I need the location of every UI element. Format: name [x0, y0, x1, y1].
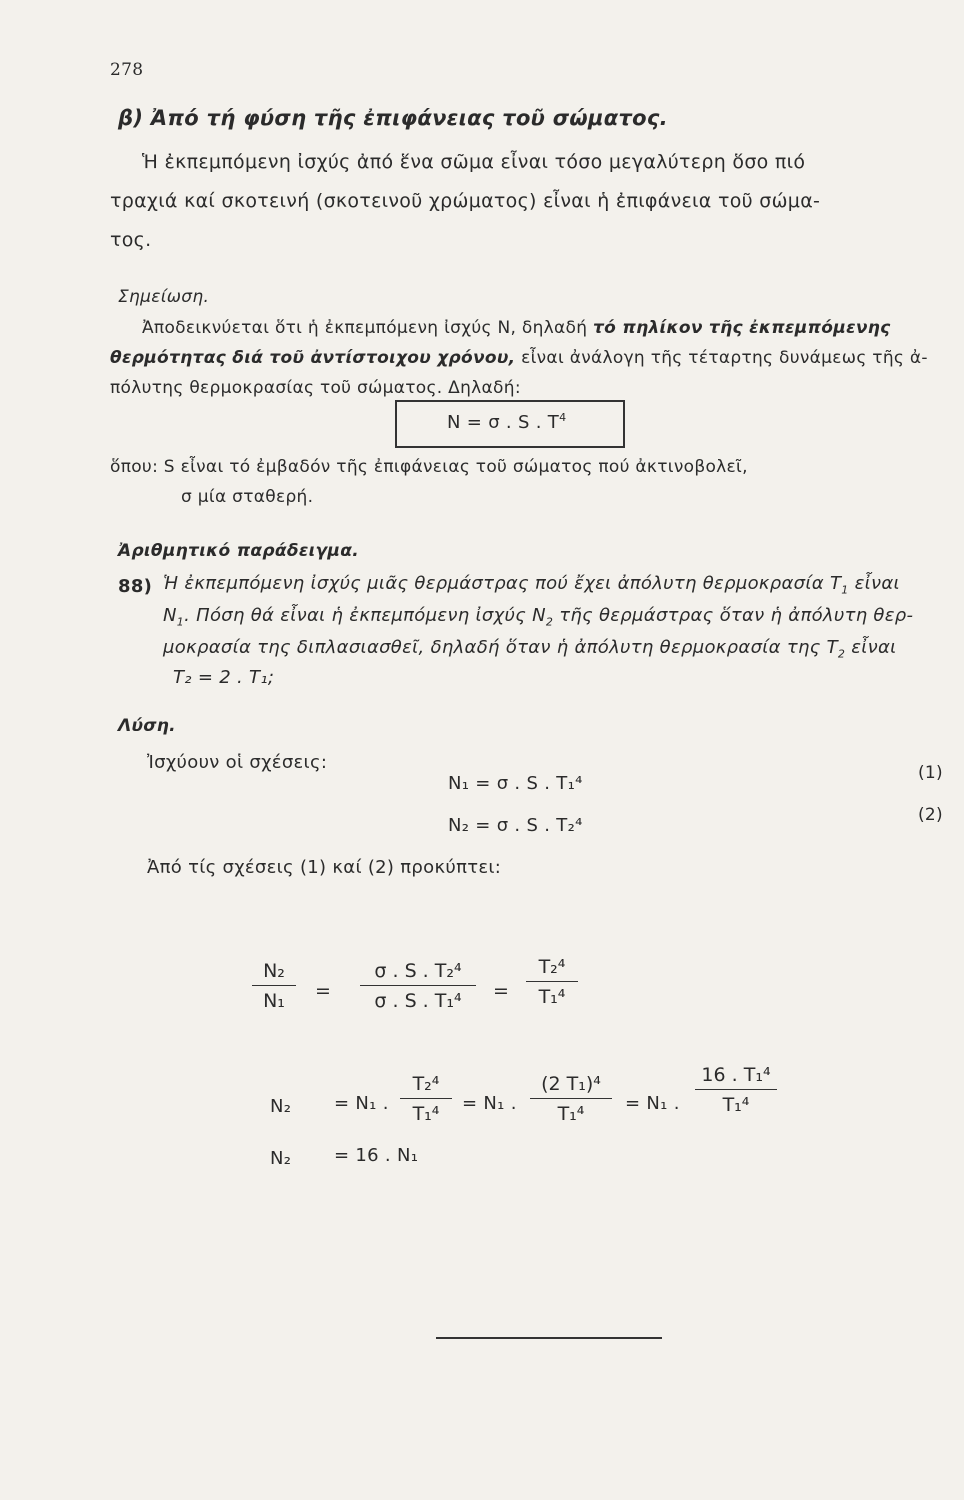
- where-line-2: σ μία σταθερή.: [181, 487, 314, 507]
- example-line-2: [163, 605, 913, 629]
- fraction-sigma-ratio: [360, 960, 476, 1012]
- example-title: Ἀριθμητικό παράδειγμα.: [118, 541, 359, 561]
- solution-intro: Ἰσχύουν οἱ σχέσεις:: [147, 752, 328, 773]
- footer-rule: [436, 1337, 662, 1339]
- equation-2: N₂ = σ . S . T₂⁴: [448, 815, 583, 836]
- example-line-1-sub: 1: [841, 583, 849, 597]
- where-line-1: ὅπου: S εἶναι τό ἐμβαδόν τῆς ἐπιφάνειας τοῦ σώματος πού ἀκτινοβολεῖ,: [110, 457, 748, 477]
- intro-line-1: Ἡ ἐκπεμπόμενη ἰσχύς ἀπό ἕνα σῶμα εἶναι τόσο μεγαλύτερη ὅσο πιό: [142, 151, 806, 173]
- note-line-1: [142, 318, 891, 338]
- fraction-denominator: T₁⁴: [530, 1098, 612, 1125]
- fraction-denominator: T₁⁴: [400, 1098, 452, 1125]
- equals-sign-2: =: [493, 980, 510, 1002]
- example-line-2-c: τῆς θερμάστρας ὅταν ἡ ἀπόλυτη θερ-: [553, 605, 914, 626]
- equation-1-label: (1): [918, 763, 943, 783]
- fraction-16t1-over-t1: [695, 1064, 777, 1116]
- note-line-2-text: εἶναι ἀνάλογη τῆς τέταρτης δυνάμεως τῆς ἀ-: [515, 348, 928, 368]
- fraction-numerator: 16 . T₁⁴: [701, 1064, 771, 1086]
- example-line-2-sub2: 2: [545, 615, 554, 629]
- fraction-numerator: σ . S . T₂⁴: [374, 960, 462, 982]
- step2-factor-b: = N₁ .: [462, 1093, 517, 1114]
- fraction-2t1-over-t1: [530, 1073, 612, 1125]
- formula-text: N = σ . S . T: [447, 412, 560, 433]
- fraction-numerator: T₂⁴: [412, 1073, 440, 1095]
- example-line-3: [163, 637, 897, 661]
- formula: [447, 411, 566, 433]
- example-number: 88): [118, 576, 153, 597]
- note-line-3: πόλυτης θερμοκρασίας τοῦ σώματος. Δηλαδή:: [110, 378, 521, 398]
- equals-sign-1: =: [315, 980, 332, 1002]
- step2-factor-c: = N₁ .: [625, 1093, 680, 1114]
- note-line-2-emphasis: θερμότητας διά τοῦ ἀντίστοιχου χρόνου,: [110, 348, 516, 368]
- formula-exponent: 4: [559, 411, 567, 424]
- fraction-n2-over-n1: [252, 960, 296, 1012]
- example-line-3-a: μοκρασία της διπλασιασθεῖ, δηλαδή ὅταν ἡ ἀπόλυτη θερμοκρασία της T: [163, 637, 838, 658]
- fraction-denominator: σ . S . T₁⁴: [360, 985, 476, 1012]
- example-line-2-sub: 1: [176, 615, 185, 629]
- step2-factor-a: = N₁ .: [334, 1093, 389, 1114]
- step2-lhs: N₂: [270, 1096, 292, 1117]
- fraction-denominator: T₁⁴: [526, 981, 578, 1008]
- solution-title: Λύση.: [118, 716, 176, 736]
- result-lhs: N₂: [270, 1148, 292, 1169]
- example-line-2-a: N: [163, 605, 177, 626]
- note-line-2: [110, 348, 928, 368]
- example-line-3-b: εἶναι: [845, 637, 897, 658]
- result-rhs: = 16 . N₁: [334, 1145, 419, 1166]
- note-line-1-text: Ἀποδεικνύεται ὅτι ἡ ἐκπεμπόμενη ἰσχύς N, δηλαδή: [142, 318, 593, 338]
- fraction-numerator: N₂: [263, 960, 285, 982]
- fraction-numerator: (2 T₁)⁴: [541, 1073, 601, 1095]
- example-line-3-sub: 2: [837, 647, 846, 661]
- example-line-1-text: Ἡ ἐκπεμπόμενη ἰσχύς μιᾶς θερμάστρας πού ἔχει ἀπόλυτη θερμοκρασία T: [163, 573, 842, 594]
- fraction-denominator: N₁: [252, 985, 296, 1012]
- example-line-2-b: . Πόση θά εἶναι ἡ ἐκπεμπόμενη ἰσχύς N: [184, 605, 546, 626]
- example-line-1-end: εἶναι: [848, 573, 900, 594]
- fraction-numerator: T₂⁴: [538, 956, 566, 978]
- fraction-t2-over-t1: [400, 1073, 452, 1125]
- equation-2-label: (2): [918, 805, 943, 825]
- fraction-t-ratio: [526, 956, 578, 1008]
- page-number: 278: [110, 60, 144, 80]
- section-heading: β) Ἀπό τή φύση τῆς ἐπιφάνειας τοῦ σώματος.: [118, 106, 668, 130]
- solution-from: Ἀπό τίς σχέσεις (1) καί (2) προκύπτει:: [147, 857, 502, 878]
- equation-1: N₁ = σ . S . T₁⁴: [448, 773, 583, 794]
- note-title: Σημείωση.: [118, 287, 210, 307]
- intro-line-3: τος.: [110, 229, 152, 251]
- example-line-1: [163, 573, 900, 597]
- example-line-4: T₂ = 2 . T₁;: [173, 667, 275, 688]
- intro-line-2: τραχιά καί σκοτεινή (σκοτεινοῦ χρώματος) εἶναι ἡ ἐπιφάνεια τοῦ σώμα-: [110, 190, 821, 212]
- fraction-denominator: T₁⁴: [695, 1089, 777, 1116]
- note-line-1-emphasis: τό πηλίκον τῆς ἐκπεμπόμενης: [593, 318, 891, 338]
